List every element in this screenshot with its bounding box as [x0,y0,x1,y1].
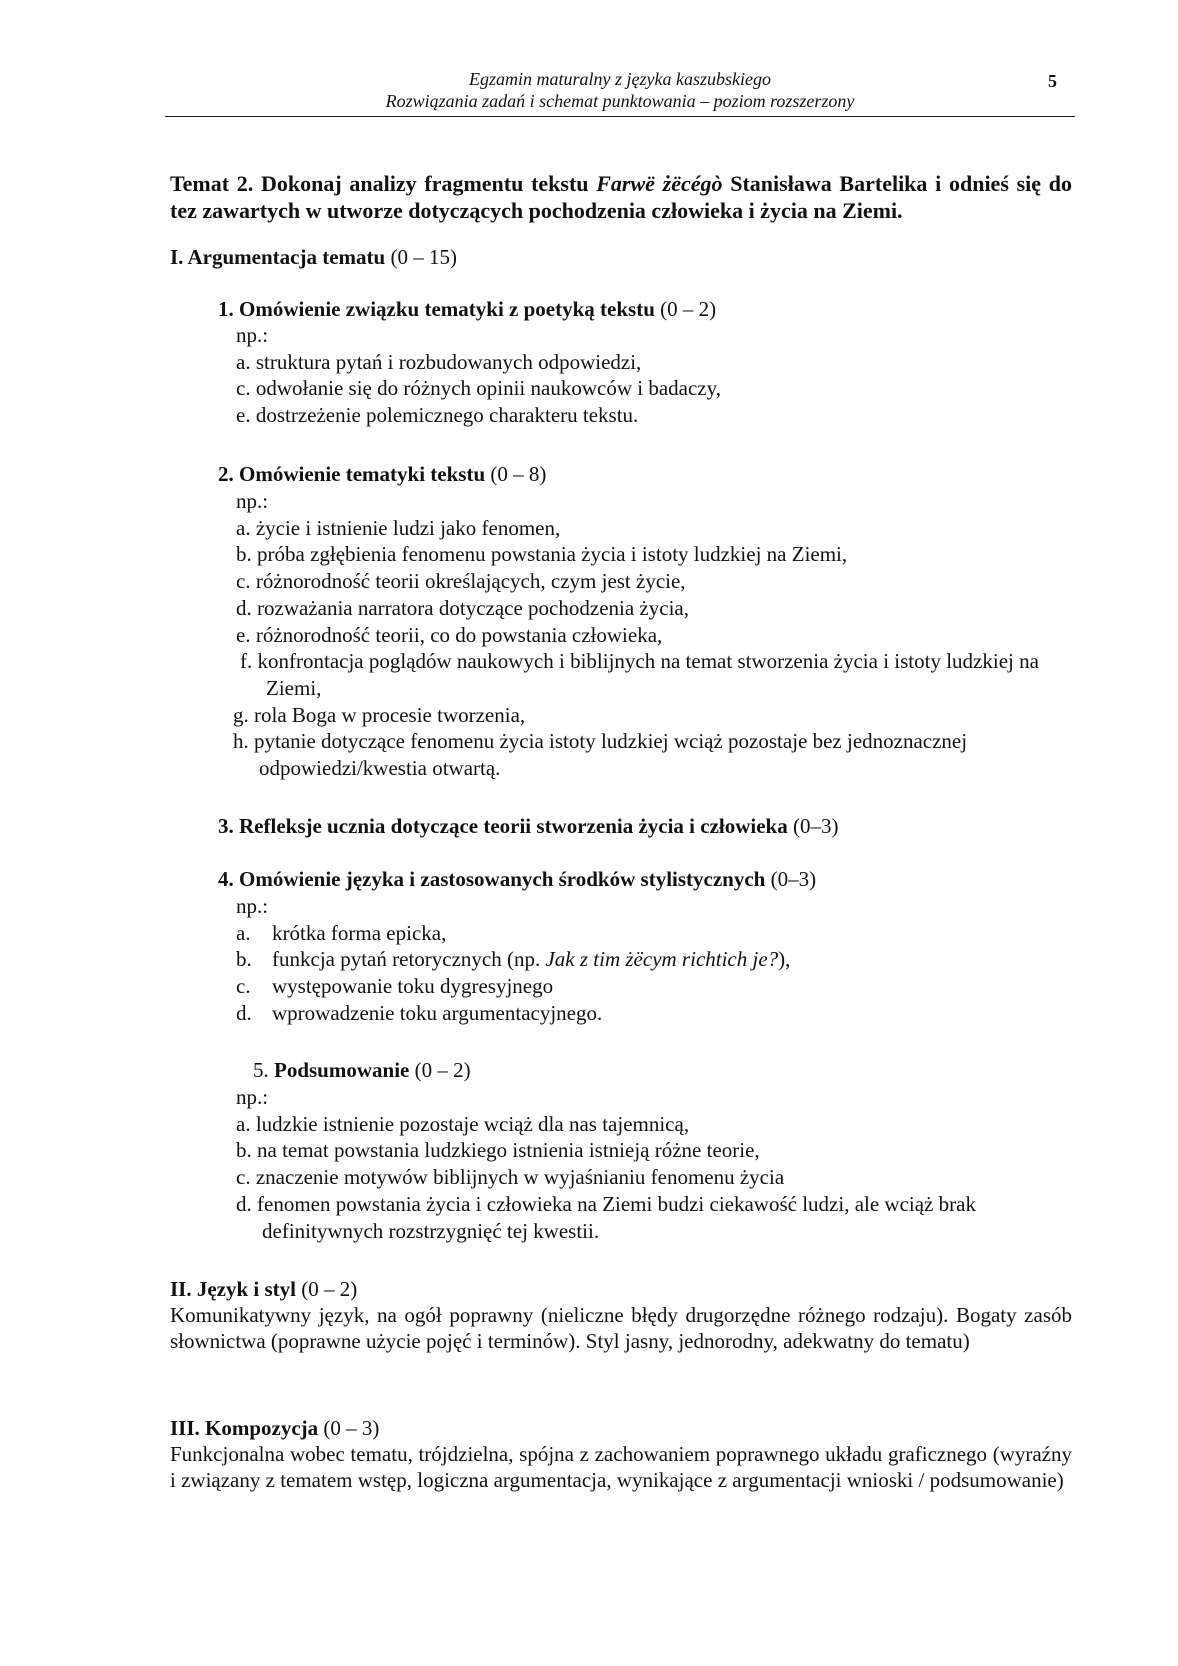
list-item: b. próba zgłębienia fenomenu powstania życia i istoty ludzkiej na Ziemi, [236,542,848,567]
section-3-heading [170,1415,1072,1441]
np-label: np.: [236,323,269,347]
list-item [236,946,790,973]
topic-work-title: Farwë żëcégò [596,171,723,196]
section-3-points: (0 – 3) [323,1416,380,1440]
sub-5-heading [253,1057,471,1083]
list-item: a. ludzkie istnienie pozostaje wciąż dla nas tajemnicą, [236,1111,690,1136]
topic-suffix: Stanisława Bartelika i odnieś się do tez zawartych w utworze dotyczących pochodzenia człowieka i życia na Ziemi. [170,171,1073,223]
item-label: c. [236,974,251,999]
sub-3-points: (0–3) [793,814,839,838]
list-item: a. życie i istnienie ludzi jako fenomen, [236,515,561,540]
item-text: wprowadzenie toku argumentacyjnego. [272,1000,603,1025]
section-2-text: Komunikatywny język, na ogół poprawny (nieliczne błędy drugorzędne różnego rodzaju). Bogaty zasób słownictwa (poprawne użycie pojęć i terminów). Styl jasny, jednorodny, adekwatny do tematu) [170,1303,1072,1353]
item-label: b. [236,947,252,972]
item-label: a. [236,920,251,945]
header-rule [165,116,1075,117]
sub-4-heading [218,866,816,892]
sub-1-list [236,322,721,429]
list-item: e. dostrzeżenie polemicznego charakteru tekstu. [236,403,639,428]
page-number: 5 [1048,71,1057,91]
sub-4-title: 4. Omówienie języka i zastosowanych środków stylistycznych [218,867,766,891]
item-text-after: ), [778,947,791,972]
sub-2-heading [218,461,546,487]
list-item: e. różnorodność teorii, co do powstania człowieka, [236,622,663,647]
sub-5-list [236,1084,1076,1244]
sub-2-title: 2. Omówienie tematyki tekstu [218,462,486,486]
list-item [236,920,790,947]
item-text: krótka forma epicka, [272,920,447,945]
sub-2-points: (0 – 8) [490,462,547,486]
section-3 [170,1415,1072,1493]
section-1-points: (0 – 15) [390,245,457,269]
list-item: b. na temat powstania ludzkiego istnienia istnieją różne teorie, [236,1138,760,1163]
list-item [236,1000,790,1027]
sub-2-list [233,488,1076,782]
sub-5-number: 5. [253,1058,269,1082]
list-item: g. rola Boga w procesie tworzenia, [233,702,526,727]
section-3-text: Funkcjonalna wobec tematu, trójdzielna, spójna z zachowaniem poprawnego układu graficznego (wyraźny i związany z tematem wstęp, logiczna argumentacja, wynikające z argumentacji wnioski / podsumowanie) [170,1442,1072,1492]
section-3-title: III. Kompozycja [170,1416,319,1440]
list-item: d. rozważania narratora dotyczące pochodzenia życia, [236,595,689,620]
header-line-1: Egzamin maturalny z języka kaszubskiego [469,69,771,89]
item-italic-quote: Jak z tim żëcym richtich je? [545,947,779,972]
list-item: f. konfrontacja poglądów naukowych i biblijnych na temat stworzenia życia i istoty ludzkiej na Ziemi, [240,649,1039,700]
sub-3-title: 3. Refleksje ucznia dotyczące teorii stworzenia życia i człowieka [218,814,788,838]
header-line-2: Rozwiązania zadań i schemat punktowania – poziom rozszerzony [385,91,855,111]
topic-prefix: Temat 2. Dokonaj analizy fragmentu tekstu [170,171,597,196]
page-header [165,68,1075,112]
sub-1-heading [218,296,716,322]
sub-1-title: 1. Omówienie związku tematyki z poetyką tekstu [218,297,655,321]
section-1-title: I. Argumentacja tematu [170,245,386,269]
np-label: np.: [236,1085,269,1109]
list-item: c. różnorodność teorii określających, czym jest życie, [236,569,686,594]
item-label: d. [236,1000,252,1025]
section-2-points: (0 – 2) [301,1277,358,1301]
sub-3-heading [218,813,839,839]
list-item: c. znaczenie motywów biblijnych w wyjaśnianiu fenomenu życia [236,1165,785,1190]
list-item [236,973,790,1000]
topic-heading [170,170,1072,224]
sub-5-title: Podsumowanie [274,1058,410,1082]
list-item: d. fenomen powstania życia i człowieka na Ziemi budzi ciekawość ludzi, ale wciąż brak definitywnych rozstrzygnięć tej kwestii. [236,1191,976,1243]
list-item: h. pytanie dotyczące fenomenu życia istoty ludzkiej wciąż pozostaje bez jednoznacznej odpowiedzi/kwestia otwartą. [233,729,968,781]
sub-4-points: (0–3) [770,867,817,891]
section-2-heading [170,1276,1072,1302]
list-item: c. odwołanie się do różnych opinii naukowców i badaczy, [236,376,721,401]
item-text: występowanie toku dygresyjnego [272,974,554,999]
np-label: np.: [236,894,269,918]
section-1-heading [170,244,1072,270]
sub-1-points: (0 – 2) [660,297,717,321]
section-2-title: II. Język i styl [170,1277,296,1301]
list-item: a. struktura pytań i rozbudowanych odpowiedzi, [236,349,642,374]
section-2 [170,1276,1072,1354]
np-label: np.: [236,489,269,513]
sub-5-points: (0 – 2) [414,1058,471,1082]
sub-4-list [236,893,790,1027]
item-text: funkcja pytań retorycznych (np. [272,947,546,972]
